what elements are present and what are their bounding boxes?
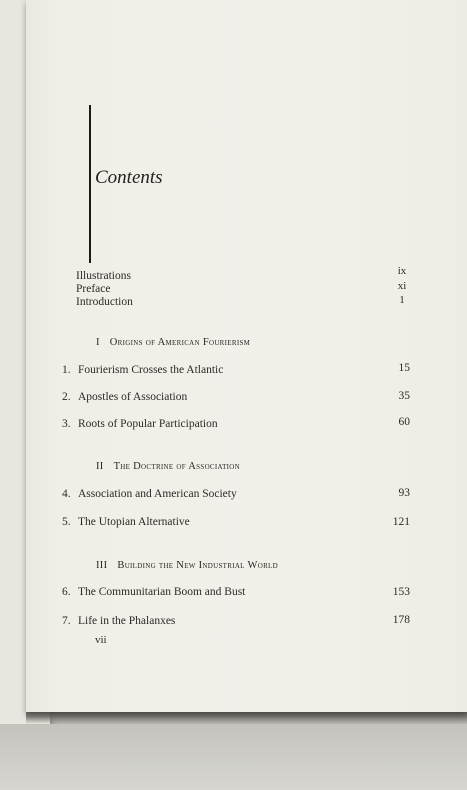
chapter-number: 5. bbox=[62, 516, 71, 528]
front-matter-page: ix bbox=[397, 265, 407, 277]
front-matter-page: xi bbox=[397, 279, 407, 292]
chapter-number: 7. bbox=[62, 615, 71, 627]
chapter-number: 4. bbox=[62, 488, 71, 500]
front-matter-item: Preface bbox=[76, 283, 111, 295]
toc-entry bbox=[62, 488, 237, 500]
part-heading bbox=[96, 560, 278, 571]
front-matter-pages bbox=[388, 264, 416, 308]
part-numeral: II bbox=[96, 461, 104, 472]
chapter-title: Apostles of Association bbox=[78, 391, 188, 403]
part-numeral: III bbox=[96, 560, 108, 571]
chapter-page: 178 bbox=[392, 614, 410, 626]
front-matter-item: Introduction bbox=[76, 296, 133, 308]
chapter-page: 153 bbox=[392, 586, 410, 598]
chapter-title: The Utopian Alternative bbox=[78, 516, 190, 528]
chapter-title: The Communitarian Boom and Bust bbox=[78, 586, 246, 598]
chapter-title: Life in the Phalanxes bbox=[78, 615, 176, 627]
chapter-title: Fourierism Crosses the Atlantic bbox=[78, 364, 224, 376]
chapter-title: Roots of Popular Participation bbox=[78, 418, 218, 430]
chapter-page: 35 bbox=[398, 390, 410, 402]
part-title: Origins of American Fourierism bbox=[109, 337, 251, 348]
toc-entry bbox=[62, 586, 245, 598]
front-matter-list bbox=[76, 270, 133, 309]
chapter-page: 121 bbox=[392, 516, 410, 528]
toc-entry bbox=[62, 391, 187, 403]
toc-entry bbox=[62, 418, 218, 430]
part-heading bbox=[96, 461, 240, 472]
book-page bbox=[26, 0, 467, 712]
front-matter-page: 1 bbox=[399, 294, 405, 306]
toc-entry bbox=[62, 364, 223, 376]
chapter-page: 15 bbox=[398, 362, 410, 374]
part-numeral: I bbox=[96, 337, 100, 348]
part-title: The Doctrine of Association bbox=[113, 461, 241, 472]
chapter-number: 1. bbox=[62, 364, 71, 376]
front-matter-item: Illustrations bbox=[76, 270, 131, 282]
chapter-title: Association and American Society bbox=[78, 488, 237, 500]
toc-entry bbox=[62, 615, 175, 627]
chapter-number: 6. bbox=[62, 586, 71, 598]
part-title: Building the New Industrial World bbox=[117, 560, 278, 571]
page-number: vii bbox=[95, 634, 107, 646]
chapter-page: 93 bbox=[398, 487, 410, 499]
chapter-number: 2. bbox=[62, 391, 71, 403]
chapter-page: 60 bbox=[398, 416, 410, 428]
contents-title: Contents bbox=[95, 167, 163, 188]
toc-entry bbox=[62, 516, 190, 528]
background-surface bbox=[0, 724, 467, 790]
part-heading bbox=[96, 337, 250, 348]
vertical-rule bbox=[89, 105, 91, 263]
chapter-number: 3. bbox=[62, 418, 71, 430]
